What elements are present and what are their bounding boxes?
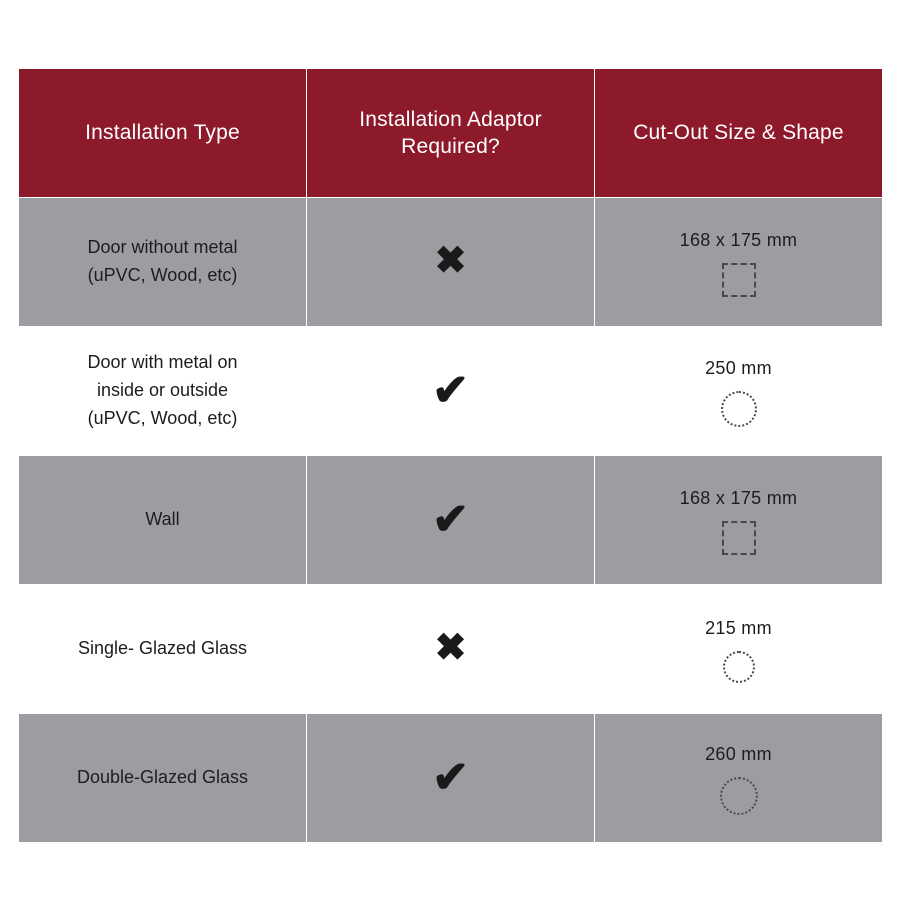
cutout-label: 168 x 175 mm (679, 230, 798, 251)
type-line: (uPVC, Wood, etc) (87, 407, 238, 428)
cutout-group (595, 741, 882, 815)
cell-cutout (595, 198, 883, 327)
cell-adaptor-required (307, 327, 595, 456)
cutout-label: 250 mm (705, 358, 772, 379)
square-cutout-icon (722, 263, 756, 297)
type-line: Wall (145, 509, 180, 530)
table-header (19, 69, 883, 198)
cutout-label: 260 mm (705, 744, 772, 765)
cell-installation-type (19, 456, 307, 585)
cell-cutout (595, 327, 883, 456)
cutout-label: 168 x 175 mm (679, 488, 798, 509)
installation-matrix-wrap (18, 68, 882, 843)
type-line: Double-Glazed Glass (76, 767, 249, 788)
type-line: Door with metal on (87, 352, 238, 373)
cutout-label: 215 mm (705, 618, 772, 639)
cell-installation-type (19, 585, 307, 714)
cell-cutout (595, 714, 883, 843)
tick-icon: ✔ (432, 365, 469, 415)
cross-icon: ✖ (434, 627, 467, 670)
table-row (19, 714, 883, 843)
circle-cutout-icon (723, 651, 755, 683)
cell-adaptor-required (307, 585, 595, 714)
installation-matrix-table (18, 68, 883, 843)
table-row (19, 198, 883, 327)
cell-adaptor-required (307, 456, 595, 585)
cell-installation-type (19, 714, 307, 843)
table-row (19, 327, 883, 456)
circle-cutout-icon (721, 391, 757, 427)
table-row (19, 585, 883, 714)
type-line: Door without metal (87, 237, 238, 258)
type-line: Single- Glazed Glass (77, 638, 248, 659)
circle-cutout-icon (720, 777, 758, 815)
cell-installation-type (19, 198, 307, 327)
table-body (19, 198, 883, 843)
type-line: (uPVC, Wood, etc) (87, 265, 238, 285)
table-row (19, 456, 883, 585)
column-header-cutout-size-shape: Cut-Out Size & Shape (595, 69, 883, 198)
cutout-group (595, 485, 882, 555)
column-header-adaptor-required: Installation Adaptor Required? (307, 69, 595, 198)
cell-installation-type (19, 327, 307, 456)
cell-cutout (595, 456, 883, 585)
cutout-group (595, 227, 882, 297)
column-header-installation-type: Installation Type (19, 69, 307, 198)
cross-icon: ✖ (434, 240, 467, 283)
tick-icon: ✔ (432, 494, 469, 544)
tick-icon: ✔ (432, 752, 469, 802)
type-line: inside or outside (96, 380, 229, 401)
header-row (19, 69, 883, 198)
cell-adaptor-required (307, 198, 595, 327)
cutout-group (595, 355, 882, 427)
cell-adaptor-required (307, 714, 595, 843)
cutout-group (595, 615, 882, 683)
cell-cutout (595, 585, 883, 714)
square-cutout-icon (722, 521, 756, 555)
